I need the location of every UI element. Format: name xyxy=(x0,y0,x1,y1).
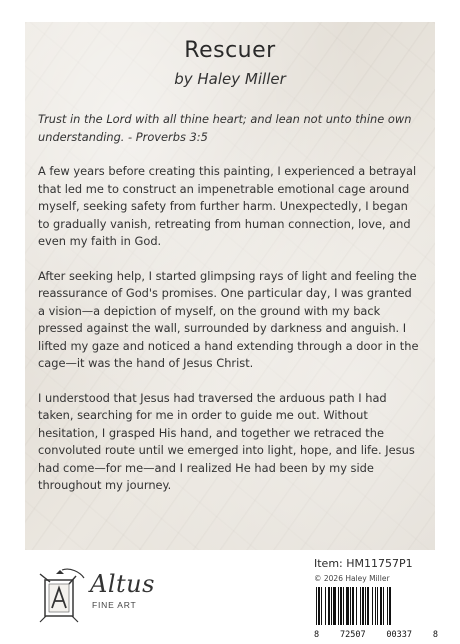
product-info xyxy=(314,556,438,640)
story-paragraph-2: After seeking help, I started glimpsing rays of light and feeling the reassurance of God's promises. One particular day, I was granted a vision—a depiction of myself, on the ground with my back pressed against the wall, surrounded by darkness and anguish. I lifted my gaze and noticed a hand extending through a door in the cage—it was the hand of Jesus Christ. xyxy=(38,268,419,370)
barcode-bar xyxy=(350,587,351,625)
barcode-bar xyxy=(343,587,344,625)
barcode-bar xyxy=(377,587,378,625)
barcode-bar xyxy=(380,587,382,625)
artwork-title: Rescuer xyxy=(184,38,276,63)
scripture-quote: Trust in the Lord with all thine heart; and lean not unto thine own understanding. - Proverbs 3:5 xyxy=(38,112,412,144)
barcode-bar xyxy=(316,587,317,625)
barcode-bar xyxy=(321,587,322,625)
barcode xyxy=(314,587,438,640)
barcode-bar xyxy=(365,587,366,625)
barcode-bar xyxy=(346,587,349,625)
logo-wordmark: Altus xyxy=(90,570,155,598)
barcode-bar xyxy=(328,587,330,625)
story-paragraph-1: A few years before creating this painting, I experienced a betrayal that led me to construct an impenetrable emotional cage around myself, seeking safety from further harm. Unexpectedly, I began to gradually vanish, retreating from human connection, love, and even my faith in God. xyxy=(38,164,417,248)
barcode-bar xyxy=(331,587,332,625)
barcode-digit-group: 72507 xyxy=(339,630,366,640)
copyright-notice: © 2026 Haley Miller xyxy=(314,574,390,583)
barcode-digit-group: 8 xyxy=(432,630,438,640)
barcode-bar xyxy=(340,587,342,625)
barcode-bar xyxy=(352,587,354,625)
barcode-bar xyxy=(360,587,361,625)
barcode-bar xyxy=(325,587,326,625)
barcode-digits xyxy=(314,630,438,640)
barcode-bar xyxy=(318,587,320,625)
altus-logo xyxy=(36,568,176,630)
barcode-bar xyxy=(383,587,384,625)
item-number: Item: HM11757P1 xyxy=(314,557,413,570)
barcode-bars xyxy=(314,587,438,627)
barcode-bar xyxy=(389,587,391,625)
logo-subtitle: FINE ART xyxy=(92,600,137,610)
barcode-bar xyxy=(333,587,336,625)
barcode-bar xyxy=(387,587,388,625)
story-paragraph-3: I understood that Jesus had traversed the arduous path I had taken, searching for me in order to guide me out. Without hesitation, I grasped His hand, and together we retraced the convoluted route until we emerged into light, hope, and life. Jesus had come—for me—and I realized He had been by my side throughout my journey. xyxy=(38,390,415,492)
barcode-digit-group: 8 xyxy=(314,630,320,640)
altus-logo-icon xyxy=(36,568,88,624)
barcode-bar xyxy=(356,587,357,625)
barcode-bar xyxy=(362,587,364,625)
barcode-bar xyxy=(367,587,369,625)
barcode-bar xyxy=(375,587,376,625)
barcode-digit-group: 00337 xyxy=(386,630,412,640)
barcode-bar xyxy=(338,587,339,625)
artist-byline: by Haley Miller xyxy=(174,70,286,88)
description-card xyxy=(25,22,435,550)
barcode-bar xyxy=(372,587,373,625)
